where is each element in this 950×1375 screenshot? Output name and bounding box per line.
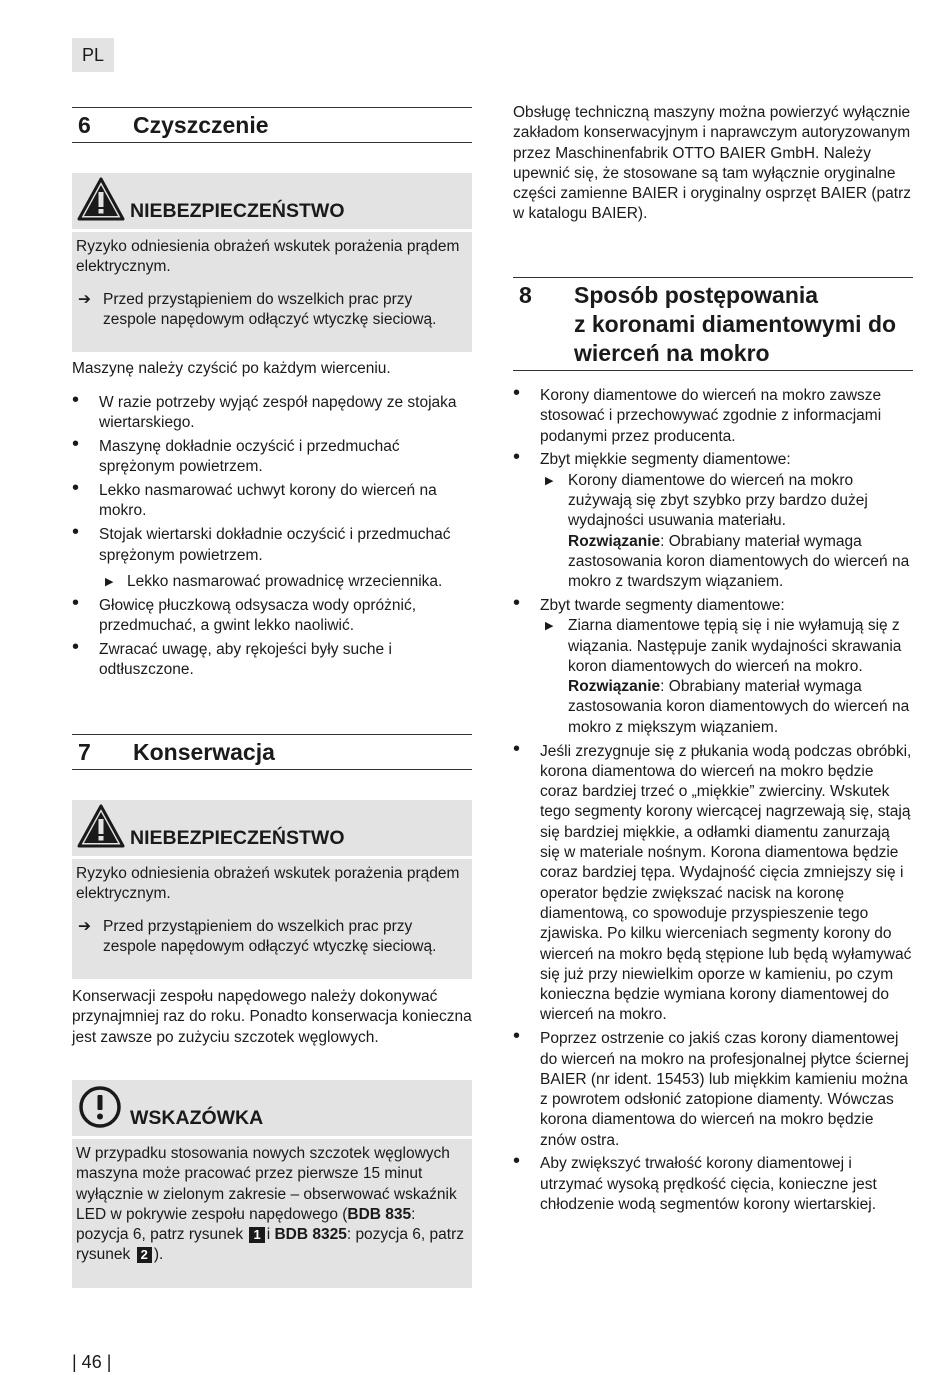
note-text: : pozycja 6, patrz rysunek xyxy=(76,1205,416,1244)
danger-body xyxy=(72,856,472,979)
section-6-number: 6 xyxy=(78,112,91,138)
danger-text: Ryzyko odniesienia obrażeń wskutek porażenia prądem elektrycznym. xyxy=(76,865,460,903)
list-item xyxy=(513,1025,913,1151)
danger-body xyxy=(72,229,472,352)
list-item xyxy=(513,591,913,738)
bullet-dot-icon: • xyxy=(72,389,80,411)
bullet-dot-icon: • xyxy=(72,591,80,614)
danger-header xyxy=(72,800,472,852)
danger-box-maintenance xyxy=(72,800,472,979)
list-item-text: Poprzez ostrzenie co jakiś czas korony diamentowej do wierceń na mokro na profesjonalnej płytce ściernej BAIER (nr ident. 15453) lub miękkim kamieniu można z powrotem odsłonić zatopione diamenty. Wówczas korona diamentowa do wierceń na mokro będzie znów ostra. xyxy=(540,1030,909,1149)
list-item xyxy=(72,433,472,478)
list-item xyxy=(513,1150,913,1215)
note-box xyxy=(72,1080,472,1288)
sub-list-item-text: Korony diamentowe do wierceń na mokro zużywają się zbyt szybko przy bardzo dużej wydajności usuwania materiału. xyxy=(568,471,868,530)
section-7-heading xyxy=(72,734,472,770)
danger-action xyxy=(76,917,468,958)
page-number: | 46 | xyxy=(72,1352,112,1372)
cleaning-bullet-list xyxy=(72,389,472,684)
sub-list-item xyxy=(540,616,913,738)
list-item-text: Korony diamentowe do wierceń na mokro zawsze stosować i przechowywać zgodnie z informacjami podanymi przez producenta. xyxy=(540,387,882,445)
bullet-dot-icon: • xyxy=(72,521,80,544)
bullet-dot-icon: • xyxy=(72,477,80,500)
solution-label: Rozwiązanie xyxy=(568,678,661,696)
triangle-right-icon: ▶ xyxy=(545,474,554,487)
sub-list-item xyxy=(540,471,913,593)
list-item-text: Stojak wiertarski dokładnie oczyścić i przedmuchać sprężonym powietrzem. xyxy=(99,526,451,564)
list-item xyxy=(72,635,472,681)
cleaning-intro: Maszynę należy czyścić po każdym wierceniu. xyxy=(72,360,391,377)
list-item-text: Zbyt miękkie segmenty diamentowe: xyxy=(540,451,791,469)
danger-header xyxy=(72,173,472,225)
section-6-title: Czyszczenie xyxy=(133,112,269,138)
solution-text: : Obrabiany materiał wymaga zastosowania koron diamentowych do wierceń na mokro z miększym wiązaniem. xyxy=(568,678,910,736)
diamond-crown-bullet-list xyxy=(513,382,913,1219)
bullet-dot-icon: • xyxy=(72,635,80,658)
danger-title: NIEBEZPIECZEŃSTWO xyxy=(130,200,345,222)
bullet-dot-icon: • xyxy=(513,382,521,404)
bullet-dot-icon: • xyxy=(513,1150,521,1173)
note-title: WSKAZÓWKA xyxy=(130,1107,264,1129)
triangle-right-icon: ▶ xyxy=(105,575,114,588)
list-item xyxy=(513,382,913,447)
danger-action-text: Przed przystąpieniem do wszelkich prac przy zespole napędowym odłączyć wtyczkę sieciową. xyxy=(103,290,437,328)
arrow-right-icon: ➔ xyxy=(78,290,91,308)
list-item-text: Głowicę płuczkową odsysacza wody opróżnić, przedmuchać, a gwint lekko naoliwić. xyxy=(99,596,417,634)
model-bdb-835: BDB 835 xyxy=(347,1205,412,1223)
triangle-right-icon: ▶ xyxy=(545,620,554,633)
list-item xyxy=(72,389,472,434)
list-item xyxy=(72,477,472,522)
arrow-right-icon: ➔ xyxy=(78,917,91,935)
list-item-text: Lekko nasmarować uchwyt korony do wierceń na mokro. xyxy=(99,482,437,520)
list-item xyxy=(72,591,472,637)
list-item-text: Zwracać uwagę, aby rękojeści były suche i odtłuszczone. xyxy=(99,640,392,679)
bullet-dot-icon: • xyxy=(513,1025,521,1048)
bullet-dot-icon: • xyxy=(513,446,521,469)
note-text: i xyxy=(266,1226,271,1244)
list-item xyxy=(513,446,913,592)
list-item-text: Jeśli zrezygnuje się z płukania wodą podczas obróbki, korona diamentowa do wierceń na mokro będzie coraz bardziej trzeć o „miękkie” zwierciny. Wskutek tego segmenty korony wiercącej nagrzewają się, stają się bardziej miękkie, a odłamki diamentu zanurzają się w materiale nośnym. Korona diamentowa będzie coraz bardziej tępa. Wydajność cięcia zmniejszy się i operator będzie zwiększać nacisk na koronę diamentową, co spowoduje przyspieszenie tego zjawiska. Po kilku wierceniach segmenty korony do wierceń na mokro będą stępione lub będą wyłamywać się już przy niewielkim oporze w kamieniu, po czym konieczna będzie wymiana korony diamentowej do wierceń na mokro. xyxy=(540,742,912,1024)
solution-text: : Obrabiany materiał wymaga zastosowania koron diamentowych do wierceń na mokro z twardszym wiązaniem. xyxy=(568,532,910,591)
list-item xyxy=(513,737,913,1026)
note-body xyxy=(72,1136,472,1288)
figure-badge-2: 2 xyxy=(137,1247,152,1263)
bullet-dot-icon: • xyxy=(513,737,521,760)
figure-badge-1: 1 xyxy=(249,1227,264,1243)
list-item-text: Maszynę dokładnie oczyścić i przedmuchać sprężonym powietrzem. xyxy=(99,438,400,476)
section-8-title-line1: Sposób postępowania xyxy=(574,282,819,308)
danger-action xyxy=(76,290,468,331)
list-item-text: Zbyt twarde segmenty diamentowe: xyxy=(540,596,785,614)
section-7-title: Konserwacja xyxy=(133,739,275,765)
note-text: W przypadku stosowania nowych szczotek węglowych maszyna może pracować przez pierwsze 15 minut wyłącznie w zielonym zakresie – obserwować wskaźnik LED w pokrywie zespołu napędowego ( xyxy=(76,1145,457,1223)
model-bdb-8325: BDB 8325 xyxy=(274,1226,347,1244)
section-8-number: 8 xyxy=(519,282,532,308)
note-text: : pozycja 6, patrz rysunek xyxy=(76,1226,464,1264)
language-tag: PL xyxy=(72,38,114,72)
list-item-text: Aby zwiększyć trwałość korony diamentowej i utrzymać wysoką prędkość cięcia, konieczne jest chłodzenie wodą segmentów korony wiertarskiej. xyxy=(540,1155,877,1214)
sub-list-item xyxy=(72,572,472,592)
solution-label: Rozwiązanie xyxy=(568,532,661,550)
sub-list-item-text: Lekko nasmarować prowadnicę wrzeciennika. xyxy=(127,572,443,590)
section-8-title-line2: z koronami diamentowymi do xyxy=(574,311,897,337)
section-7-number: 7 xyxy=(78,739,91,765)
list-item xyxy=(72,521,472,566)
danger-box-cleaning xyxy=(72,173,472,352)
warning-triangle-icon xyxy=(76,176,126,222)
maintenance-text: Konserwacji zespołu napędowego należy dokonywać przynajmniej raz do roku. Ponadto konserwacja konieczna jest zawsze po zużyciu szczotek węglowych. xyxy=(72,988,472,1046)
danger-title: NIEBEZPIECZEŃSTWO xyxy=(130,827,345,849)
sub-list-item-text: Ziarna diamentowe tępią się i nie wyłamują się z wiązania. Następuje zanik wydajności skrawania koron diamentowych do wierceń na mokro. xyxy=(568,617,902,675)
danger-text: Ryzyko odniesienia obrażeń wskutek porażenia prądem elektrycznym. xyxy=(76,238,460,276)
section-6-heading xyxy=(72,107,472,143)
list-item-text: W razie potrzeby wyjąć zespół napędowy ze stojaka wiertarskiego. xyxy=(99,394,457,432)
warning-triangle-icon xyxy=(76,803,126,849)
note-text: ). xyxy=(153,1246,164,1264)
note-header xyxy=(72,1080,472,1132)
section-8-heading xyxy=(513,277,913,371)
bullet-dot-icon: • xyxy=(513,591,521,614)
service-text: Obsługę techniczną maszyny można powierzyć wyłącznie zakładom konserwacyjnym i naprawczym autoryzowanym przez Maschinenfabrik OTTO BAIER GmbH. Należy upewnić się, że stosowane są tam wyłącznie oryginalne części zamienne BAIER i oryginalny osprzęt BAIER (patrz w katalogu BAIER). xyxy=(513,104,911,223)
danger-action-text: Przed przystąpieniem do wszelkich prac przy zespole napędowym odłączyć wtyczkę sieciową. xyxy=(103,917,437,955)
bullet-dot-icon: • xyxy=(72,433,80,456)
exclamation-circle-icon xyxy=(76,1083,126,1129)
section-8-title-line3: wierceń na mokro xyxy=(574,340,770,366)
